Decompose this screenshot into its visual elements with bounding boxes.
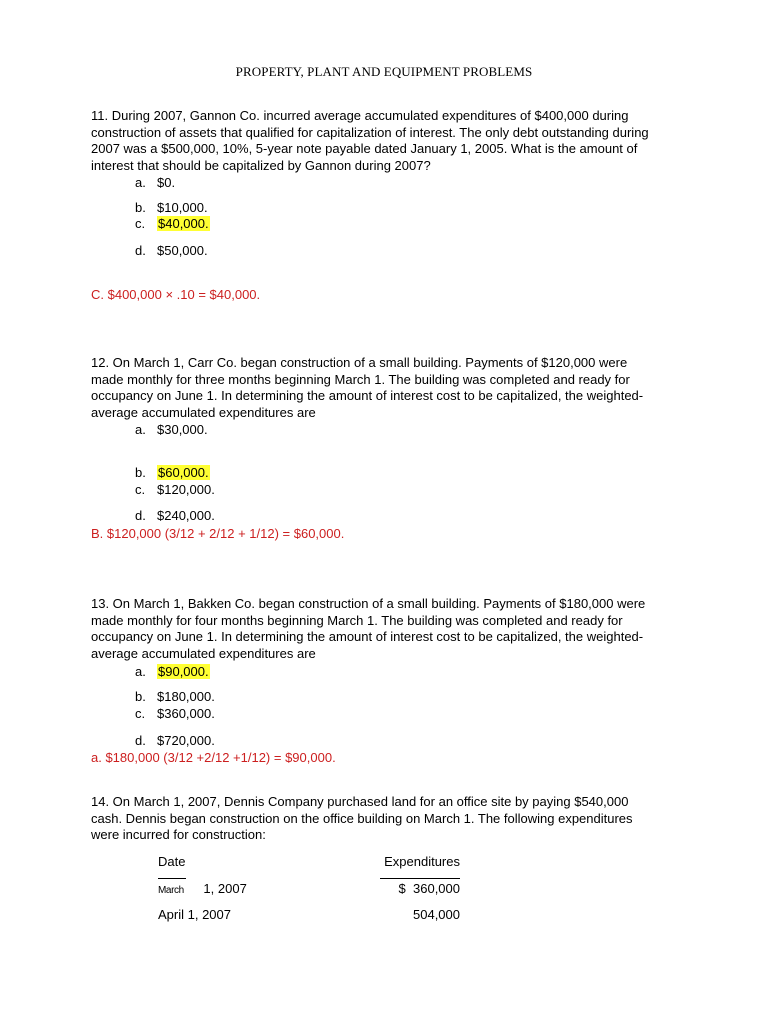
highlighted-option-text: $90,000. [158,664,209,679]
q13-option-b [135,689,215,705]
question-line: average accumulated expenditures are [91,404,316,420]
option-text: $720,000. [157,733,215,748]
option-letter: b. [135,689,146,704]
q11-option-a [135,175,175,191]
option-letter: c. [135,482,146,497]
option-letter: b. [135,465,146,480]
q11-option-d [135,243,208,259]
question-line: 11. During 2007, Gannon Co. incurred average accumulated expenditures of $400,000 during [91,108,629,123]
date-underline [158,878,186,879]
col-header-expenditures: Expenditures [384,854,460,869]
option-text: $180,000. [157,689,215,704]
q12-option-c [135,482,215,498]
q11-answer: C. $400,000 × .10 = $40,000. [91,287,261,302]
option-text: $0. [157,175,176,190]
expenditures-underline [380,878,460,879]
q11-option-c [135,216,210,232]
option-letter: d. [135,508,146,523]
question-line: interest that should be capitalized by Gannon during 2007? [91,157,431,173]
row-amount: $ 360,000 [398,881,460,896]
q12-option-a [135,422,208,438]
q13-option-a [135,664,210,680]
row-date: 1, 2007 [203,881,247,896]
row-month: March [158,885,184,896]
option-text: $50,000. [157,243,208,258]
question-line: occupancy on June 1. In determining the amount of interest cost to be capitalized, the weighted- [91,388,644,403]
row-amount: 504,000 [413,907,460,922]
q13-option-c [135,706,215,722]
option-letter: c. [135,216,146,231]
option-text: $120,000. [157,482,215,497]
option-text: $240,000. [157,508,215,523]
question-line: 12. On March 1, Carr Co. began construction of a small building. Payments of $120,000 were [91,355,628,370]
question-line: cash. Dennis began construction on the office building on March 1. The following expenditures [91,810,633,826]
question-line: 2007 was a $500,000, 10%, 5-year note payable dated January 1, 2005. What is the amount of [91,141,638,156]
highlighted-option-text: $40,000. [158,216,209,231]
table-row [158,881,247,896]
q13-option-d [135,733,215,749]
question-line: construction of assets that qualified for capitalization of interest. The only debt outstanding during [91,124,649,140]
question-line: were incurred for construction: [91,827,266,842]
question-line: 13. On March 1, Bakken Co. began construction of a small building. Payments of $180,000 were [91,596,646,611]
option-text: $10,000. [157,200,208,215]
q12-answer: B. $120,000 (3/12 + 2/12 + 1/12) = $60,000. [91,526,345,541]
option-letter: b. [135,200,146,215]
q13-answer: a. $180,000 (3/12 +2/12 +1/12) = $90,000. [91,750,336,765]
option-text: $360,000. [157,706,215,721]
highlighted-option-text: $60,000. [158,465,209,480]
table-row [158,907,231,922]
q12-option-d [135,508,215,524]
question-12-text [91,355,687,421]
question-13-text [91,596,687,662]
row-date: April 1, 2007 [158,907,231,922]
option-letter: d. [135,733,146,748]
option-letter: c. [135,706,146,721]
question-line: made monthly for four months beginning March 1. The building was completed and ready for [91,612,623,628]
question-line: made monthly for three months beginning March 1. The building was completed and ready for [91,371,630,387]
option-letter: a. [135,664,146,679]
q11-option-b [135,200,208,216]
question-line: 14. On March 1, 2007, Dennis Company purchased land for an office site by paying $540,000 [91,794,629,809]
page-title: PROPERTY, PLANT AND EQUIPMENT PROBLEMS [235,64,533,79]
col-header-date: Date [158,854,186,869]
option-letter: a. [135,175,146,190]
option-letter: d. [135,243,146,258]
question-11-text [91,108,687,174]
question-line: average accumulated expenditures are [91,645,316,661]
option-text: $30,000. [157,422,208,437]
question-line: occupancy on June 1. In determining the amount of interest cost to be capitalized, the weighted- [91,629,644,644]
q12-option-b [135,465,210,481]
option-letter: a. [135,422,146,437]
question-14-text [91,794,687,844]
